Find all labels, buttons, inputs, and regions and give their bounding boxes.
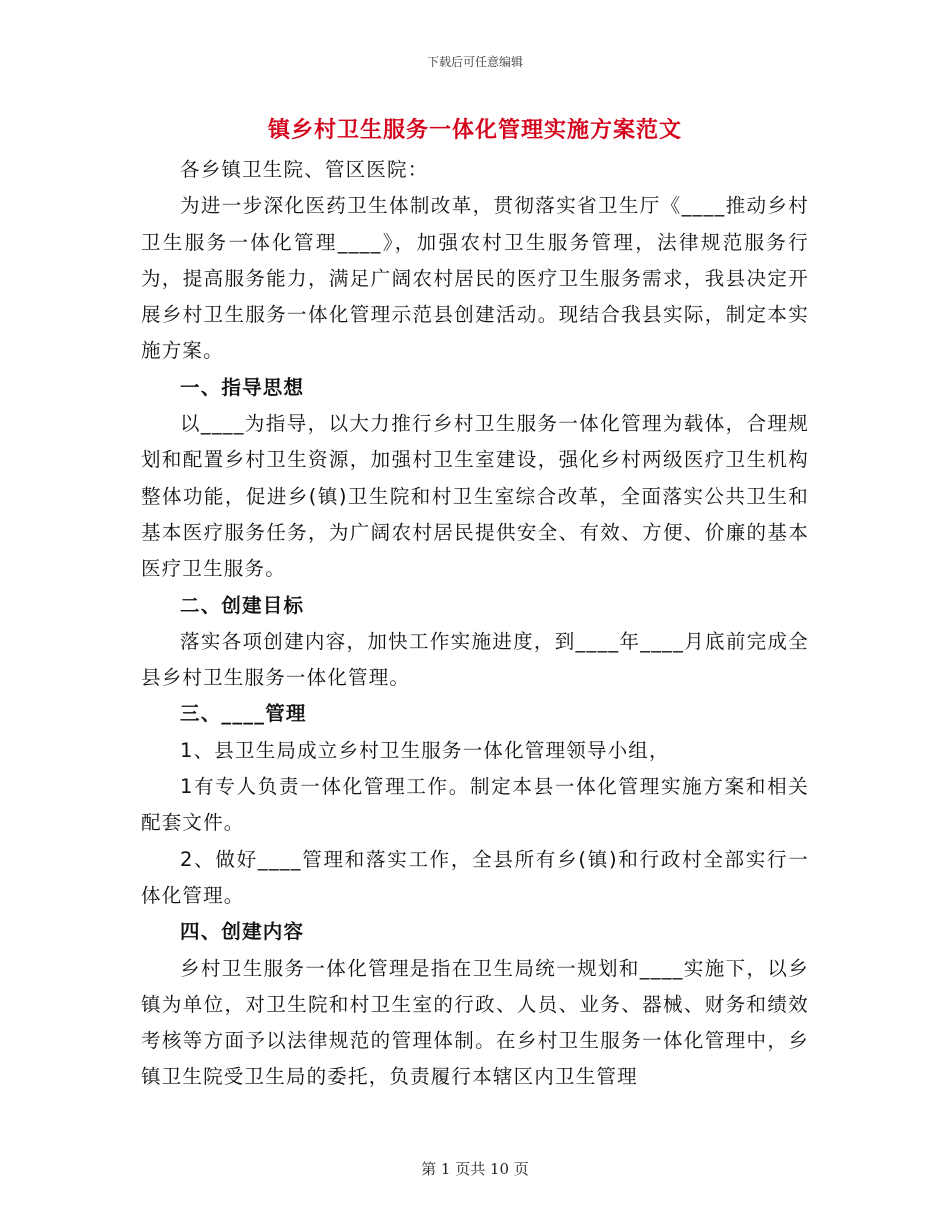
management-item-2: 2、做好____管理和落实工作，全县所有乡(镇)和行政村全部实行一体化管理。 [141, 847, 809, 907]
document-body [141, 152, 809, 1096]
section-heading-content: 四、创建内容 [180, 920, 305, 944]
guiding-ideology-paragraph: 以____为指导，以大力推行乡村卫生服务一体化管理为载体，合理规划和配置乡村卫生资源，加强村卫生室建设，强化乡村两级医疗卫生机构整体功能，促进乡(镇)卫生院和村卫生室综合改革，全面落实公共卫生和基本医疗服务任务，为广阔农村居民提供安全、有效、方便、价廉的基本医疗卫生服务。 [141, 412, 809, 581]
document-title: 镇乡村卫生服务一体化管理实施方案范文 [267, 118, 682, 143]
page-number: 第 1 页共 10 页 [421, 1160, 529, 1178]
header-note: 下载后可任意编辑 [426, 55, 523, 69]
section-heading-guiding-ideology: 一、指导思想 [180, 375, 305, 399]
section-heading-goals: 二、创建目标 [180, 593, 305, 617]
goals-paragraph: 落实各项创建内容，加快工作实施进度，到____年____月底前完成全县乡村卫生服务一体化管理。 [141, 629, 809, 690]
management-item-1: 1、县卫生局成立乡村卫生服务一体化管理领导小组， [180, 738, 670, 762]
content-paragraph: 乡村卫生服务一体化管理是指在卫生局统一规划和____实施下，以乡镇为单位，对卫生院和村卫生室的行政、人员、业务、器械、财务和绩效考核等方面予以法律规范的管理体制。在乡村卫生服务一体化管理中，乡镇卫生院受卫生局的委托，负责履行本辖区内卫生管理 [141, 956, 809, 1089]
intro-paragraph: 为进一步深化医药卫生体制改革，贯彻落实省卫生厅《____推动乡村卫生服务一体化管理____》，加强农村卫生服务管理，法律规范服务行为，提高服务能力，满足广阔农村居民的医疗卫生服务需求，我县决定开展乡村卫生服务一体化管理示范县创建活动。现结合我县实际，制定本实施方案。 [141, 194, 809, 363]
salutation-paragraph: 各乡镇卫生院、管区医院： [180, 158, 429, 181]
management-item-1-detail: 1有专人负责一体化管理工作。制定本县一体化管理实施方案和相关配套文件。 [141, 775, 809, 835]
section-heading-management: 三、____管理 [180, 702, 307, 726]
